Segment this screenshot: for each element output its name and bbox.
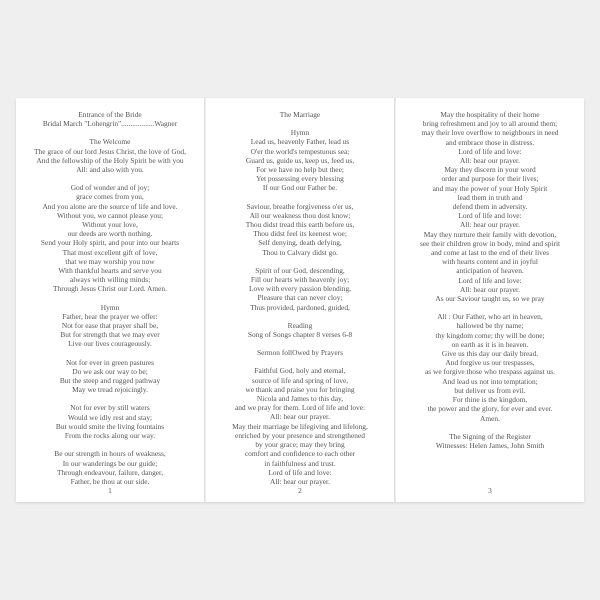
text-line: the power and the glory, for ever and ever. [427, 404, 553, 414]
text-block [16, 110, 204, 128]
text-line: And the fellowship of the Holy Spirit be with you [36, 155, 184, 165]
page-content [396, 110, 584, 450]
text-block [16, 303, 204, 349]
text-line: Father, be thou at our side. [70, 476, 150, 486]
text-line: May the hospitality of their home [440, 110, 540, 119]
text-line: All: hear our prayer. [460, 220, 520, 230]
text-line: Not for ease that prayer shall be, [61, 321, 159, 331]
text-line: source of life and spring of love, [251, 375, 349, 385]
text-line: All: hear our prayer. [460, 284, 520, 294]
text-block [16, 449, 204, 486]
text-line: grace comes from you, [76, 192, 144, 202]
text-line: but deliver us from evil. [454, 385, 526, 395]
text-line: Do we ask our way to be; [72, 366, 148, 376]
text-line: Father, hear the prayer we offer: [62, 311, 158, 321]
page-number: 3 [488, 486, 492, 495]
text-line: Through endeavour, failure, danger, [56, 467, 164, 477]
text-line: Lord of life and love: [458, 146, 522, 156]
block-gap [206, 312, 394, 321]
text-line: But the steep and rugged pathway [59, 376, 161, 386]
text-line: Yet possessing every blessing [256, 174, 344, 184]
text-line: and embrace those in distress. [445, 137, 535, 147]
text-line: All : Our Father, who art in heaven, [437, 312, 543, 322]
text-line: Be our strength in hours of weakness, [54, 449, 166, 459]
text-line: Bridal March "Lohengrin"..................Wagner [42, 119, 178, 129]
block-gap [206, 357, 394, 366]
text-line: All our weakness thou dost know; [249, 210, 351, 220]
text-line: Hymn [100, 302, 120, 312]
text-block [396, 312, 584, 422]
text-line: hallowed be thy name; [456, 321, 524, 331]
text-line: May we tread rejoicingly. [72, 385, 148, 395]
text-line: Nicola and James to this day, [256, 394, 344, 404]
text-line: All: and also with you. [76, 165, 144, 175]
text-line: thy kingdom come; thy will be done; [435, 330, 545, 340]
text-line: And lead us not into temptation; [442, 376, 538, 386]
text-line: Not for ever by still waters [70, 403, 150, 413]
text-line: In our wanderings be our guide; [62, 458, 158, 468]
text-line: anticipation of heaven. [456, 266, 524, 276]
text-line: bring refreshment and joy to all around them; [422, 119, 558, 129]
text-block [206, 110, 394, 119]
text-line: by your grace; may they bring [255, 440, 345, 450]
text-line: Love with every passion blending, [248, 284, 351, 294]
block-gap [206, 193, 394, 202]
block-gap [16, 294, 204, 303]
text-line: Lord of life and love: [458, 211, 522, 221]
text-line: May they nurture their family with devotion, [423, 229, 557, 239]
text-line: For thine is the kingdom, [452, 395, 528, 405]
text-line: on earth as it is in heaven. [451, 339, 529, 349]
text-line: May their marriage be lifegiving and lifelong, [232, 421, 368, 431]
text-line: Thus provided, pardoned, guided, [250, 302, 350, 312]
text-line: Without you, we cannot please you; [56, 210, 164, 220]
text-block [396, 110, 584, 303]
text-block [206, 321, 394, 339]
text-block [16, 183, 204, 293]
order-of-service-booklet [16, 98, 584, 502]
block-gap [16, 349, 204, 358]
text-line: Thou to Calvary didst go. [262, 247, 338, 257]
text-block [206, 366, 394, 486]
text-line: Through Jesus Christ our Lord. Amen. [53, 284, 167, 294]
text-line: may their love overflow to neighbours in need [421, 128, 559, 138]
text-block [206, 348, 394, 357]
text-line: And forgive us our trespasses, [445, 358, 535, 368]
text-line: If our God our Father be. [262, 183, 338, 193]
text-line: All: hear our prayer. [270, 412, 330, 422]
text-line: Pleasure that can never cloy; [257, 293, 343, 303]
text-line: and we pray for them. Lord of life and love: [234, 403, 366, 413]
text-line: O'er the world's tempestuous sea; [250, 146, 350, 156]
text-line: All: hear our prayer. [270, 476, 330, 486]
text-line: Would we idly rest and stay; [67, 412, 153, 422]
text-line: Fill our hearts with heavenly joy; [250, 275, 350, 285]
text-line: The grace of our lord Jesus Christ, the love of God, [34, 146, 186, 156]
text-line: But would smite the living fountains [55, 421, 165, 431]
text-line: our deeds are worth nothing. [67, 229, 153, 239]
text-line: As our Saviour taught us, so we pray [435, 294, 545, 304]
text-line: in faithfulness and trust. [264, 458, 336, 468]
text-line: Amen. [480, 413, 500, 423]
block-gap [16, 128, 204, 137]
text-line: May they discern in your word [444, 165, 536, 175]
text-block [206, 266, 394, 312]
text-block [396, 432, 584, 450]
text-line: Guard us, guide us, keep us, feed us, [245, 155, 355, 165]
text-line: Not for ever in green pastures [65, 357, 155, 367]
block-gap [16, 394, 204, 403]
block-gap [396, 423, 584, 432]
page-content [206, 110, 394, 486]
text-line: with hearts content and in joyful [442, 257, 538, 267]
text-line: Lord of life and love: [268, 467, 332, 477]
text-line: Song of Songs chapter 8 verses 6-8 [247, 330, 353, 340]
text-line: order and purpose for their lives; [441, 174, 539, 184]
text-block [16, 358, 204, 395]
text-block [16, 137, 204, 174]
text-line: The Signing of the Register [449, 431, 531, 441]
text-line: that we may worship you now [65, 256, 155, 266]
block-gap [16, 440, 204, 449]
block-gap [396, 303, 584, 312]
text-line: With thankful hearts and serve you [58, 266, 162, 276]
text-line: we thank and praise you for bringing [245, 384, 355, 394]
text-line: Saviour, breathe forgiveness o'er us, [246, 201, 354, 211]
text-line: But for strength that we may ever [60, 330, 160, 340]
text-line: Sermon follOwed by Prayers [256, 348, 343, 358]
text-line: defend them in adversity. [452, 202, 528, 212]
page-3 [396, 98, 584, 502]
text-line: Live our lives courageously. [68, 339, 152, 349]
text-line: Entrance of the Bride [78, 110, 142, 119]
text-line: and come at last to the end of their lives [430, 248, 549, 258]
text-block [206, 128, 394, 192]
text-line: Thou didst tread this earth before us, [245, 220, 355, 230]
block-gap [206, 339, 394, 348]
text-line: Spirit of our God, descending, [255, 265, 345, 275]
text-line: Lead us, heavenly Father, lead us [250, 137, 350, 147]
text-line: Hymn [290, 128, 310, 138]
text-line: Lord of life and love: [458, 275, 522, 285]
text-line: and may the power of your Holy Spirit [432, 183, 548, 193]
page-number: 2 [298, 486, 302, 495]
page-number: 1 [108, 486, 112, 495]
block-gap [16, 174, 204, 183]
text-line: Send your Holy spirit, and pour into our hearts [40, 238, 180, 248]
text-line: The Welcome [89, 137, 131, 147]
text-block [206, 202, 394, 257]
text-line: Without your love, [82, 220, 138, 230]
text-line: For we have no help but thee; [256, 165, 344, 175]
text-line: lead them in truth and [457, 192, 523, 202]
text-line: Witnesses: Helen James, John Smith [435, 440, 545, 450]
text-line: see their children grow in body, mind and spirit [419, 238, 561, 248]
text-block [16, 403, 204, 440]
page-content [16, 110, 204, 486]
text-line: enriched by your presence and strengthened [235, 430, 365, 440]
text-line: Faithful God, holy and eternal, [254, 366, 346, 376]
text-line: The Marriage [279, 110, 321, 119]
text-line: God of wonder and of joy; [70, 183, 150, 193]
text-line: comfort and confidence to each other [244, 449, 356, 459]
text-line: Reading [287, 320, 313, 330]
text-line: And you alone are the source of life and love. [42, 201, 178, 211]
text-line: From the rocks along our way. [64, 431, 156, 441]
text-line: All: hear our prayer. [460, 156, 520, 166]
text-line: Thou didst feel its keenest woe; [253, 229, 347, 239]
text-line: Give us this day our daily bread. [441, 349, 539, 359]
text-line: Self denying, death defying, [258, 238, 342, 248]
page-1 [16, 98, 204, 502]
text-line: That most excellent gift of love, [62, 247, 158, 257]
page-2 [206, 98, 394, 502]
block-gap [206, 119, 394, 128]
text-line: as we forgive those who trespass against us. [425, 367, 555, 377]
text-line: always with willing minds; [69, 275, 151, 285]
block-gap [206, 257, 394, 266]
